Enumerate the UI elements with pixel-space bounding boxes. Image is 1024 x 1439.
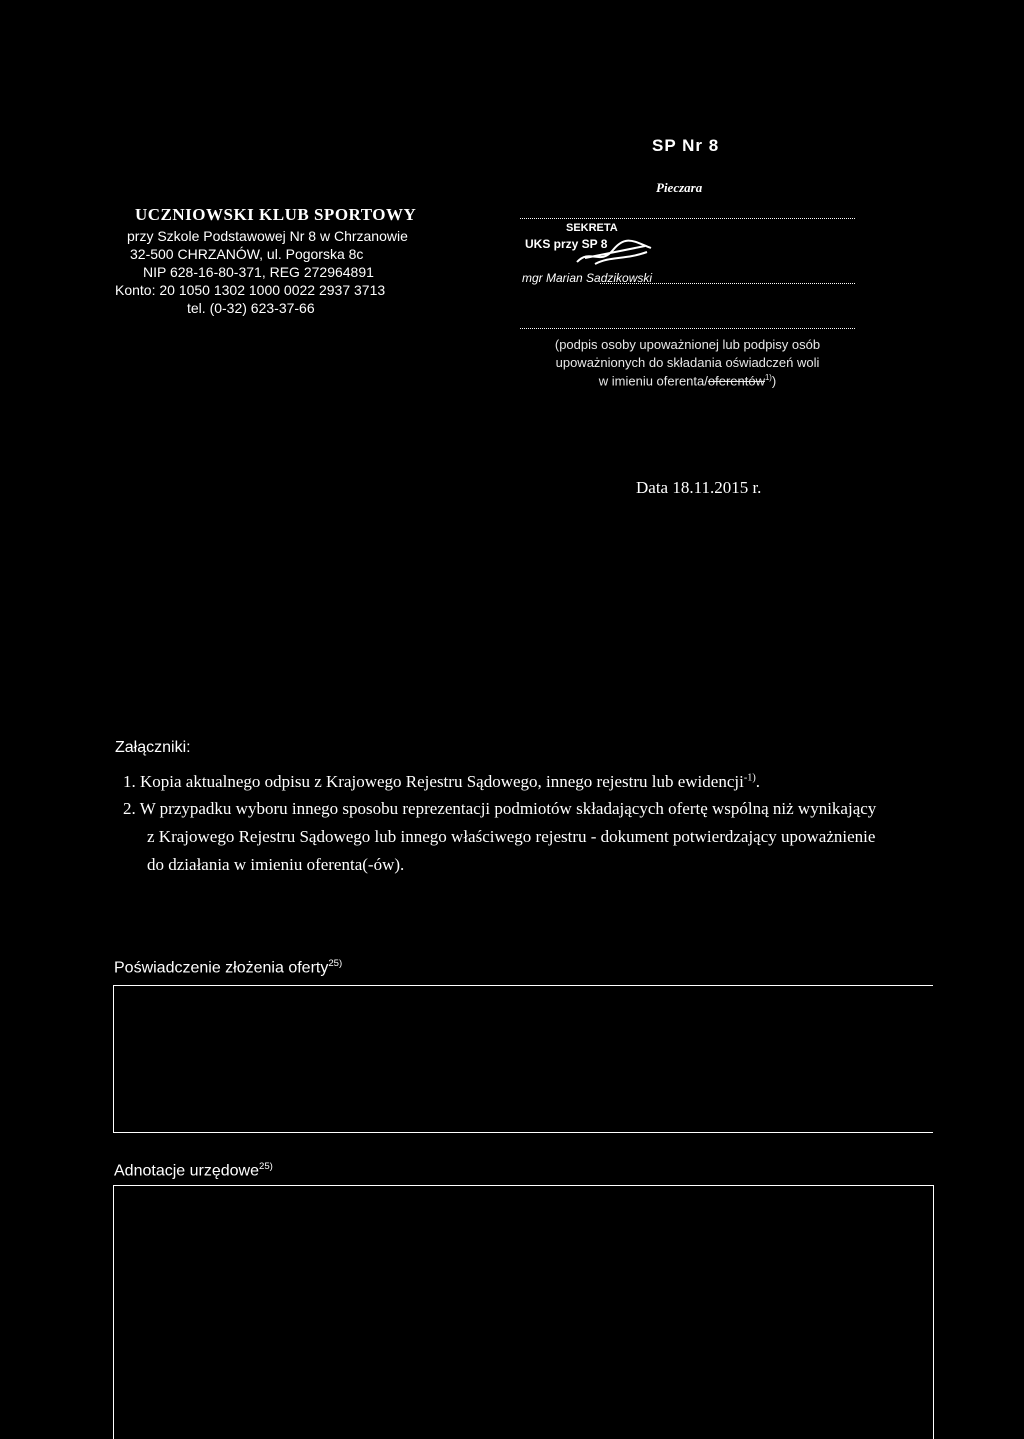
signature-stamp-org: UKS przy SP 8: [525, 237, 608, 251]
submission-confirmation-title: [114, 958, 342, 977]
pieczara-label: Pieczara: [656, 180, 703, 195]
attachment-item-1-end: .: [755, 772, 760, 791]
signature-dotted-line-middle: [600, 283, 855, 284]
box-top-right-segment: [880, 985, 932, 986]
attachment-item-2-line1: 2. W przypadku wyboru innego sposobu reprezentacji podmiotów składających ofertę wspólną niż wynikający: [123, 799, 877, 818]
caption-close: ): [771, 373, 777, 389]
attachments-title: Załączniki:: [115, 739, 191, 756]
official-notes-footnote: 25): [258, 1161, 273, 1172]
signature-dotted-line-bottom: [520, 328, 855, 329]
stamp-school-line: przy Szkole Podstawowej Nr 8 w Chrzanowie: [127, 228, 408, 244]
signature-caption-line3: [520, 373, 855, 388]
caption-struck-text: oferentów: [707, 373, 765, 389]
signatory-name: mgr Marian Sadzikowski: [522, 271, 653, 285]
submission-confirmation-box: [113, 985, 933, 1133]
stamp-account-line: Konto: 20 1050 1302 1000 0022 2937 3713: [115, 282, 386, 298]
signature-stamp-title: SEKRETA: [566, 222, 618, 234]
caption-footnote: 1): [764, 373, 772, 382]
attachment-item-2-line3: do działania w imieniu oferenta(-ów).: [147, 855, 405, 874]
document-date: Data 18.11.2015 r.: [636, 478, 762, 497]
submission-confirmation-footnote: 25): [328, 958, 343, 969]
stamp-address-line: 32-500 CHRZANÓW, ul. Pogorska 8c: [130, 246, 364, 262]
attachment-item-2-line2: z Krajowego Rejestru Sądowego lub innego właściwego rejestru - dokument potwierdzający upoważnienie: [147, 827, 876, 846]
signature-caption-line1: (podpis osoby upoważnionej lub podpisy osób: [554, 337, 821, 352]
signature-dotted-line-top: [520, 218, 855, 219]
attachment-item-1-footnote: -1): [743, 772, 756, 784]
handwritten-signature: [575, 238, 655, 268]
official-notes-text: Adnotacje urzędowe: [114, 1162, 259, 1180]
attachment-item-1-text: 1. Kopia aktualnego odpisu z Krajowego Rejestru Sądowego, innego rejestru lub ewidencji: [123, 772, 744, 791]
stamp-nip-line: NIP 628-16-80-371, REG 272964891: [143, 264, 374, 280]
stamp-phone-line: tel. (0-32) 623-37-66: [187, 300, 315, 316]
submission-confirmation-text: Poświadczenie złożenia oferty: [114, 959, 329, 977]
club-name: UCZNIOWSKI KLUB SPORTOWY: [135, 205, 417, 224]
school-stamp-number: SP Nr 8: [652, 136, 720, 155]
signature-caption-line2: upoważnionych do składania oświadczeń woli: [555, 355, 820, 370]
official-notes-title: [114, 1161, 273, 1180]
attachment-item-1: [123, 772, 760, 792]
caption-text: w imieniu oferenta/: [598, 373, 708, 389]
official-notes-box: [113, 1185, 934, 1439]
